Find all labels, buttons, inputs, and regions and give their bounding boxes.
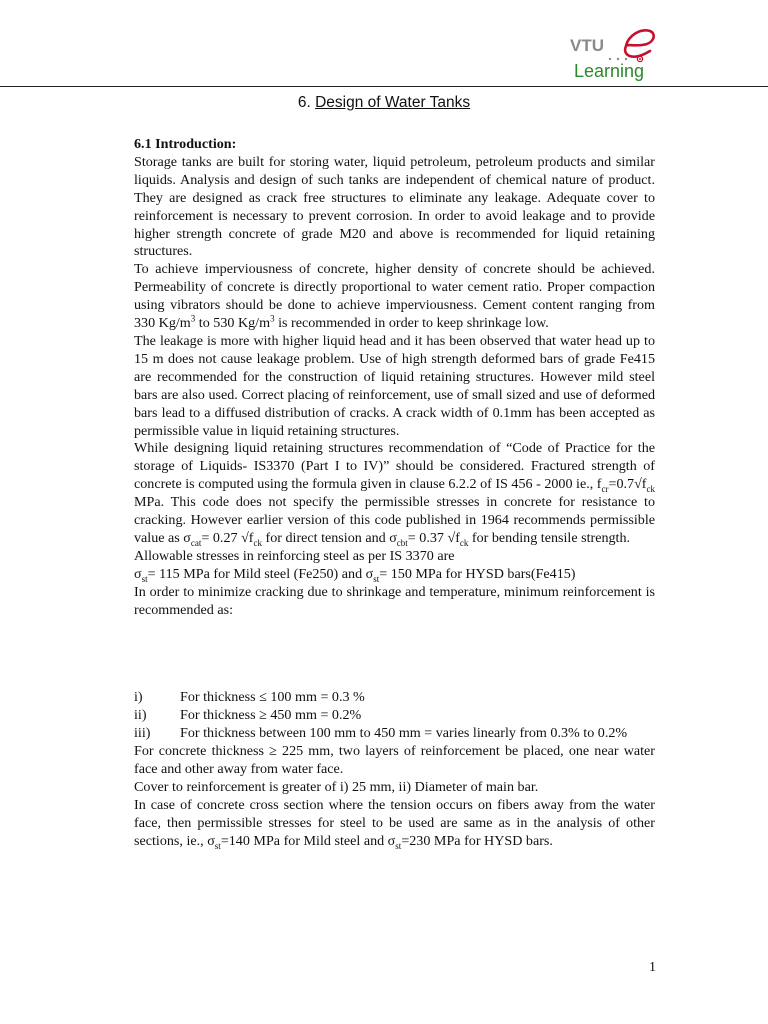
document-body [134,136,655,851]
chapter-title: Design of Water Tanks [315,94,471,111]
paragraph-tension-face: In case of concrete cross section where the tension occurs on fibers away from the water face, then permissible stresses for steel to be used are same as in the analysis of other sections, ie., $\sigma_{st}=140$ MPa for Mild steel and $\sigma_{st}=230$ MPa for HYSD bars. [134,796,655,851]
paragraph-two-layers: For concrete thickness ≥ 225 mm, two layers of reinforcement be placed, one near water face and other away from water face. [134,743,655,778]
paragraph-allowable-stresses: Allowable stresses in reinforcing steel as per IS 3370 are [134,547,455,564]
page-number: 1 [649,960,656,975]
vtu-elearning-logo [568,22,668,82]
reinforcement-list [134,689,655,743]
paragraph-minimum-reinforcement: In order to minimize cracking due to shrinkage and temperature, minimum reinforcement is recommended as: [134,583,655,618]
blank-space [134,619,655,689]
list-item: iii) For thickness between 100 mm to 450 mm = varies linearly from 0.3% to 0.2% [134,725,628,742]
svg-text:Learning: Learning [574,61,645,81]
paragraph-cover: Cover to reinforcement is greater of i) 25 mm, ii) Diameter of main bar. [134,779,539,795]
paragraph-imperviousness: To achieve imperviousness of concrete, higher density of concrete should be achieved. Permeability of concrete is directly proportional to water cement ratio. Proper compaction using vibrators should be done to achieve imperviousness. Cement content ranging from 330 $Kg/m^3$ to 530 $Kg/m^3$ is recommended in order to keep shrinkage low. [134,261,655,332]
svg-text:VTU: VTU [570,36,604,55]
list-item: ii) For thickness ≥ 450 mm = 0.2% [134,707,362,724]
section-heading: 6.1 Introduction: [134,136,237,152]
list-item: i) For thickness ≤ 100 mm = 0.3 % [134,689,365,706]
paragraph-steel-stresses: $\sigma_{st}= 115$ MPa for Mild steel (Fe250) and $\sigma_{st}= 150$ MPa for HYSD bars(Fe415) [134,565,576,584]
page-title [0,94,768,112]
chapter-number: 6. [297,94,311,111]
paragraph-leakage: The leakage is more with higher liquid head and it has been observed that water head up to 15 m does not cause leakage problem. Use of high strength deformed bars of grade Fe415 are recommended for the construction of liquid retaining structures. However mild steel bars are also used. Correct placing of reinforcement, use of small sized and use of deformed bars lead to a diffused distribution of cracks. A crack width of 0.1mm has been accepted as permissible value in liquid retaining structures. [134,332,655,439]
header-rule [0,86,768,87]
paragraph-intro: Storage tanks are built for storing water, liquid petroleum, petroleum products and similar liquids. Analysis and design of such tanks are independent of chemical nature of product. They are designed as crack free structures to eliminate any leakage. Adequate cover to reinforcement is necessary to prevent corrosion. In order to avoid leakage and to provide higher strength concrete of grade M20 and above is recommended for liquid retaining structures. [134,153,655,260]
paragraph-code-of-practice: While designing liquid retaining structures recommendation of “Code of Practice for the storage of Liquids- IS3370 (Part I to IV)” should be considered. Fractured strength of concrete is computed using the formula given in clause 6.2.2 of IS 456 - 2000 ie., $f_{cr}=0.7√f_{ck}$ MPa. This code does not specify the permissible stresses in concrete for resistance to cracking. However earlier version of this code published in 1964 recommends permissible value as $\sigma_{cat}= 0.27$ $√f_{ck}$ for direct tension and $\sigma_{cbt}= 0.37$ $√f_{ck}$ for bending tensile strength. [134,440,655,548]
